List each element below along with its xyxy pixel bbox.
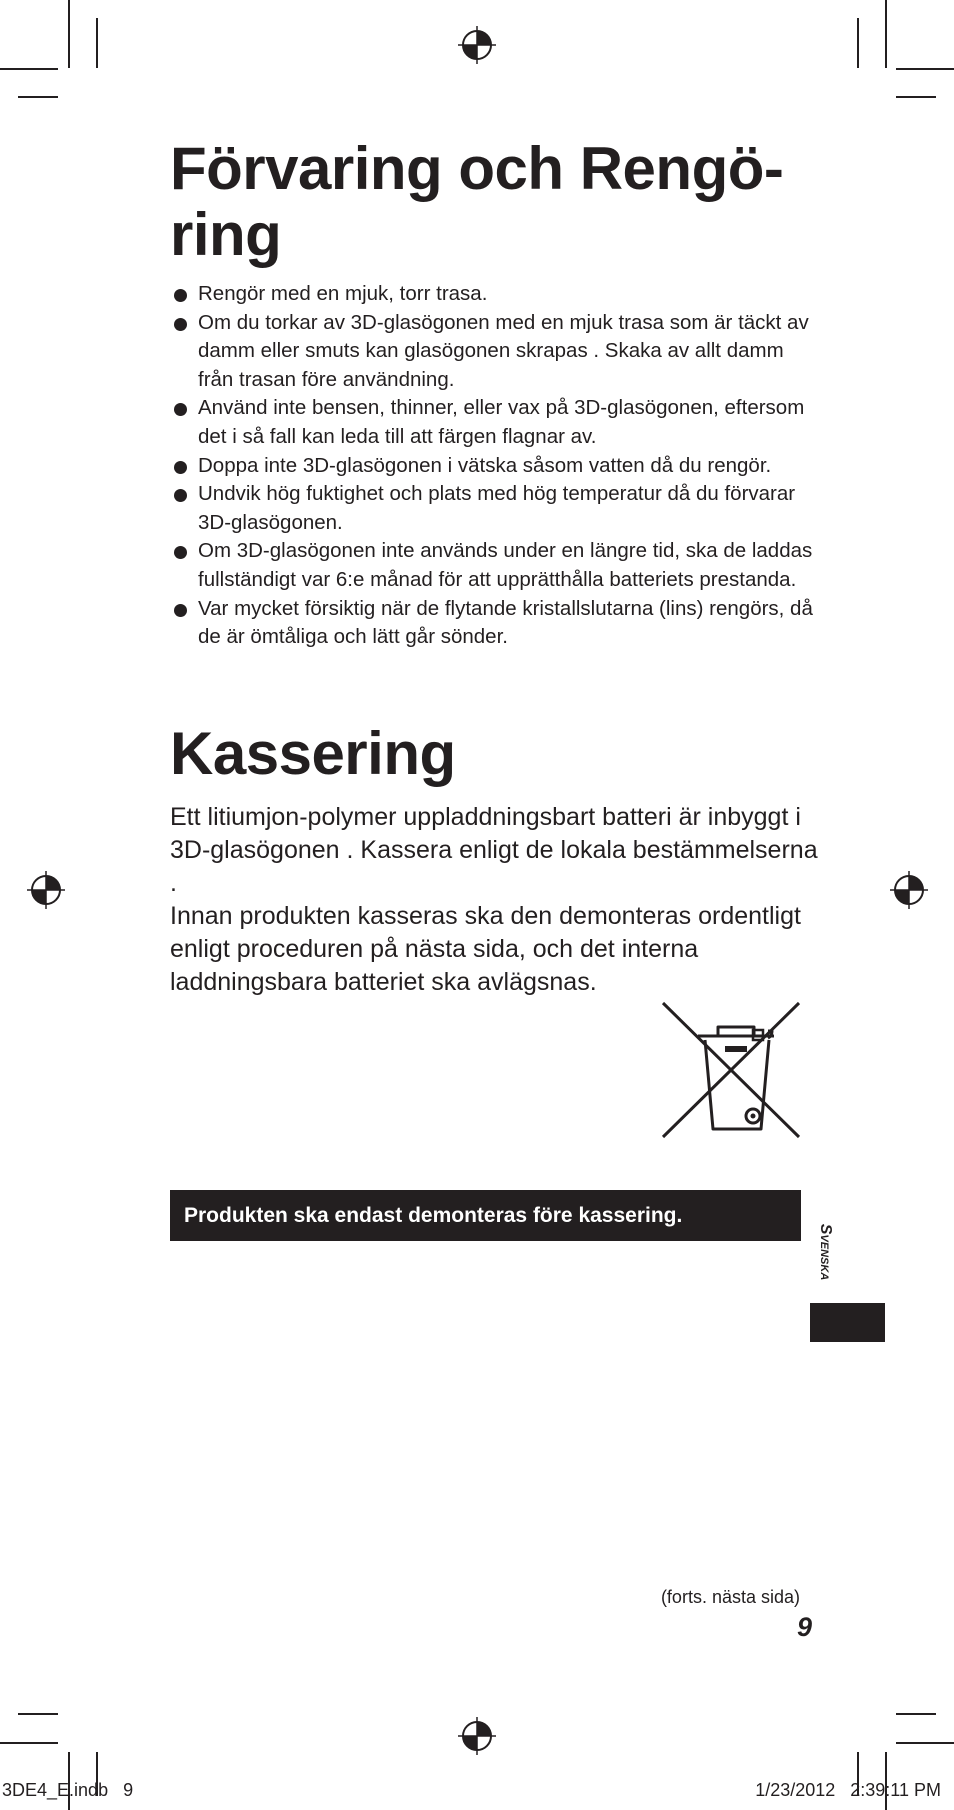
crop-mark [896, 68, 954, 70]
crop-mark [96, 18, 98, 68]
list-item [174, 480, 814, 537]
list-item-text: Om du torkar av 3D-glasögonen med en mjuk trasa som är täckt av damm eller smuts kan glasögonen skrapas . Skaka av allt damm från trasan före användning. [198, 310, 809, 391]
registration-mark-icon [457, 25, 497, 65]
continued-note: (forts. nästa sida) [660, 1587, 800, 1607]
crop-mark [896, 96, 936, 98]
bullet-icon [174, 489, 187, 502]
crop-mark [68, 0, 70, 68]
list-item [174, 452, 814, 481]
crop-mark [0, 1742, 58, 1744]
list-item [174, 394, 814, 451]
list-item [174, 280, 814, 309]
bullet-icon [174, 289, 187, 302]
list-item [174, 595, 814, 652]
disposal-paragraph: Innan produkten kasseras ska den demonteras ordentligt enligt proceduren på nästa sida, och det interna laddningsbara batteriet ska avlägsnas. [170, 902, 801, 996]
language-tab [812, 1212, 838, 1292]
bullet-icon [174, 546, 187, 559]
crossed-out-wheelie-bin-icon [660, 1000, 802, 1142]
list-item-text: Undvik hög fuktighet och plats med hög temperatur då du förvarar 3D-glasögonen. [198, 482, 796, 534]
crop-mark [896, 1713, 936, 1715]
list-item-text: Rengör med en mjuk, torr trasa. [198, 282, 488, 305]
crop-mark [857, 18, 859, 68]
crop-mark [0, 68, 58, 70]
list-item-text: Var mycket försiktig när de flytande kristallslutarna (lins) rengörs, då de är ömtåliga och lätt går sönder. [198, 596, 813, 649]
crop-mark [18, 96, 58, 98]
section-title-storage: Förvaring och Rengö-ring [170, 135, 784, 268]
crop-mark [18, 1713, 58, 1715]
list-item-text: Använd inte bensen, thinner, eller vax på 3D-glasögonen, eftersom det i så fall kan leda till att färgen flagnar av. [198, 396, 805, 448]
list-item-text: Om 3D-glasögonen inte används under en längre tid, ska de laddas fullständigt var 6:e månad för att upprätthålla batteriets prestanda. [198, 539, 813, 591]
bullet-icon [174, 403, 187, 416]
list-item [174, 309, 814, 395]
print-slug-timestamp: 1/23/2012 2:39:11 PM [755, 1780, 941, 1800]
registration-mark-icon [26, 870, 66, 910]
list-item-text: Doppa inte 3D-glasögonen i vätska såsom vatten då du rengör. [198, 453, 772, 477]
disposal-paragraph: Ett litiumjon-polymer uppladdningsbart batteri är inbyggt i 3D-glasögonen . Kassera enligt de lokala bestämmelserna . [170, 803, 818, 897]
section-title-disposal: Kassering [170, 720, 456, 787]
bullet-icon [174, 461, 187, 474]
registration-mark-icon [457, 1716, 497, 1756]
list-item [174, 537, 814, 594]
crop-mark [896, 1742, 954, 1744]
language-tab-label: Svenska [817, 1223, 834, 1281]
bullet-icon [174, 604, 187, 617]
care-instructions-list [174, 280, 814, 652]
bullet-icon [174, 318, 187, 331]
language-tab-block [810, 1303, 885, 1342]
crop-mark [885, 0, 887, 68]
print-slug-file: 3DE4_E.indb 9 [2, 1780, 134, 1800]
disassembly-notice-banner: Produkten ska endast demonteras före kassering. [170, 1190, 801, 1241]
registration-mark-icon [889, 870, 929, 910]
page-number: 9 [796, 1612, 812, 1642]
